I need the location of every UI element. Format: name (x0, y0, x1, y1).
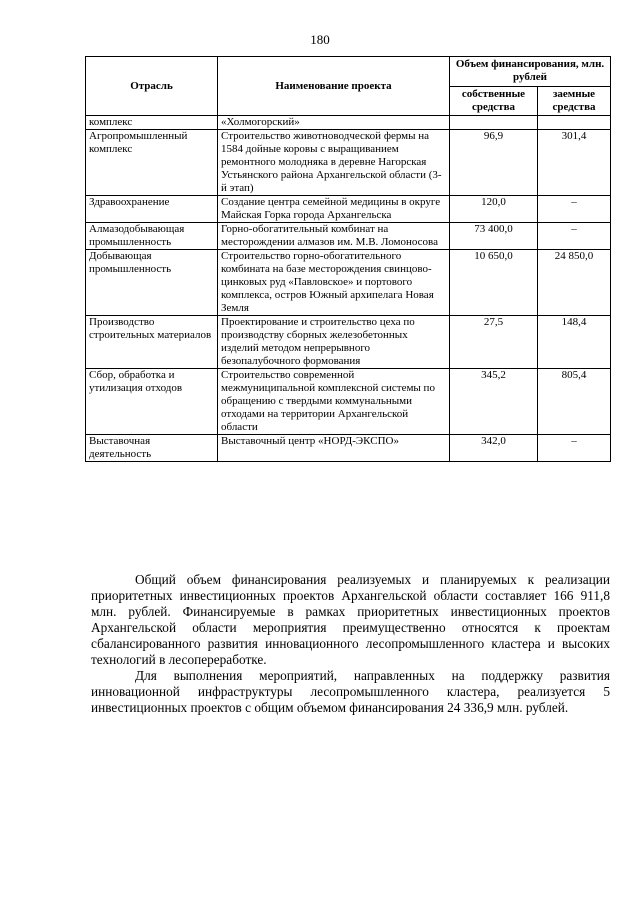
cell-project: «Холмогорский» (218, 116, 450, 130)
table-row (86, 435, 611, 462)
table-row (86, 316, 611, 369)
cell-own: 345,2 (450, 369, 538, 435)
cell-borrowed (538, 116, 611, 130)
cell-industry: Производство строительных материалов (86, 316, 218, 369)
cell-industry: Агропромышленный комплекс (86, 130, 218, 196)
cell-borrowed: 24 850,0 (538, 250, 611, 316)
paragraph: Для выполнения мероприятий, направленных на поддержку развития инновационной инфраструктуры лесопромышленного кластера, реализуется 5 инвестиционных проектов с общим объемом финансирования 24 336,9 млн. рублей. (91, 668, 610, 715)
cell-project: Строительство горно-обогатительного комбината на базе месторождения свинцово-цинковых руд «Павловское» и портового комплекса, остров Южный архипелага Новая Земля (218, 250, 450, 316)
cell-industry: Сбор, обработка и утилизация отходов (86, 369, 218, 435)
cell-industry: Здравоохранение (86, 196, 218, 223)
cell-borrowed: – (538, 196, 611, 223)
cell-own: 73 400,0 (450, 223, 538, 250)
header-borrowed-funds: заемные средства (538, 86, 611, 116)
cell-project: Строительство животноводческой фермы на 1584 дойные коровы с выращиванием ремонтного молодняка в деревне Нагорская Устьянского района Архангельской области (3-й этап) (218, 130, 450, 196)
table-row (86, 223, 611, 250)
cell-industry: Алмазодобывающая промышленность (86, 223, 218, 250)
header-project: Наименование проекта (218, 57, 450, 116)
cell-borrowed: – (538, 435, 611, 462)
header-industry: Отрасль (86, 57, 218, 116)
cell-project: Строительство современной межмуниципальной комплексной системы по обращению с твердыми коммунальными отходами на территории Архангельской области (218, 369, 450, 435)
page-number: 180 (310, 32, 330, 47)
cell-industry: Добывающая промышленность (86, 250, 218, 316)
cell-project: Проектирование и строительство цеха по производству сборных железобетонных изделий методом непрерывного безопалубочного формования (218, 316, 450, 369)
cell-own: 96,9 (450, 130, 538, 196)
cell-borrowed: – (538, 223, 611, 250)
header-funding: Объем финансирования, млн. рублей (450, 57, 611, 87)
table-row (86, 250, 611, 316)
cell-own: 27,5 (450, 316, 538, 369)
header-own-funds: собственные средства (450, 86, 538, 116)
cell-project: Горно-обогатительный комбинат на месторождении алмазов им. М.В. Ломоносова (218, 223, 450, 250)
cell-project: Создание центра семейной медицины в округе Майская Горка города Архангельска (218, 196, 450, 223)
table-row (86, 196, 611, 223)
cell-borrowed: 148,4 (538, 316, 611, 369)
cell-own: 120,0 (450, 196, 538, 223)
cell-own: 10 650,0 (450, 250, 538, 316)
table-row (86, 369, 611, 435)
investment-projects-table (85, 56, 611, 462)
cell-project: Выставочный центр «НОРД-ЭКСПО» (218, 435, 450, 462)
cell-industry: комплекс (86, 116, 218, 130)
cell-industry: Выставочная деятельность (86, 435, 218, 462)
cell-borrowed: 805,4 (538, 369, 611, 435)
body-text (91, 572, 610, 716)
cell-own (450, 116, 538, 130)
cell-own: 342,0 (450, 435, 538, 462)
table-row (86, 116, 611, 130)
cell-borrowed: 301,4 (538, 130, 611, 196)
paragraph: Общий объем финансирования реализуемых и планируемых к реализации приоритетных инвестиционных проектов Архангельской области составляет 166 911,8 млн. рублей. Финансируемые в рамках приоритетных инвестиционных проектов Архангельской области мероприятия преимущественно относятся к проектам сбалансированного развития инновационного лесопромышленного кластера и высоких технологий в лесопереработке. (91, 572, 610, 667)
table-row (86, 130, 611, 196)
